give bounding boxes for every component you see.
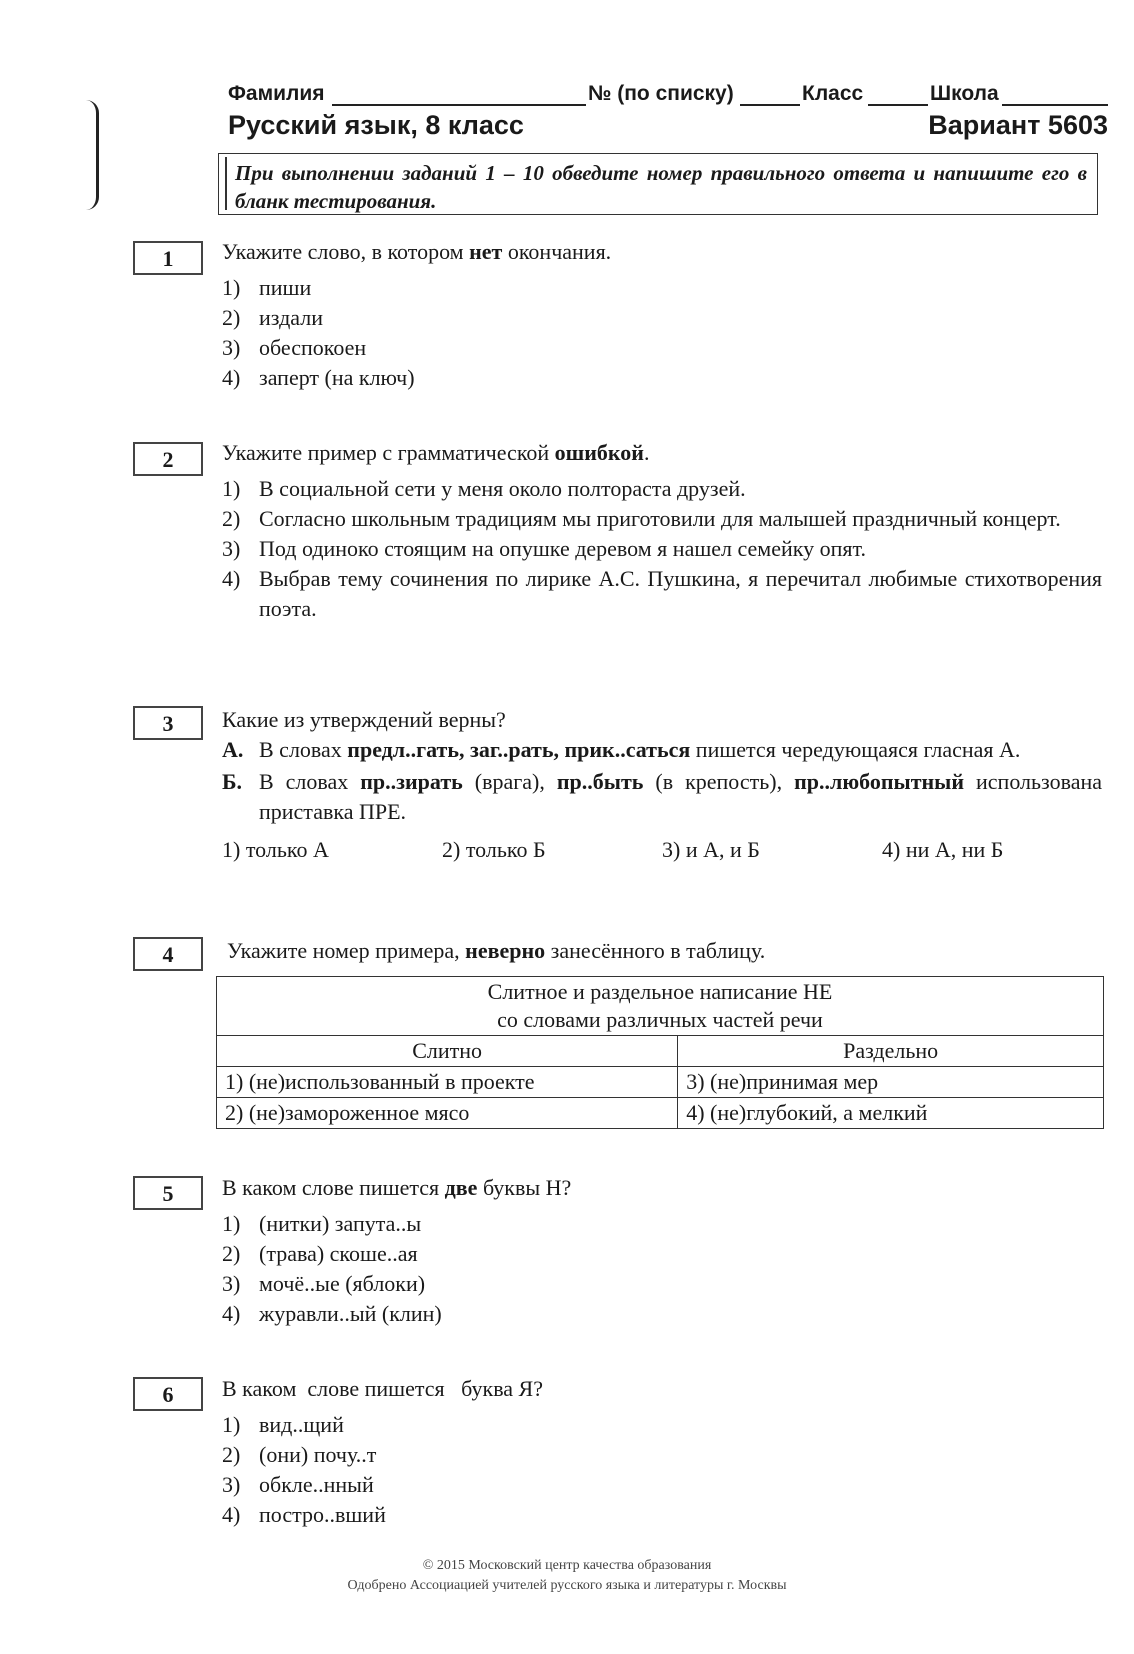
class-field[interactable] bbox=[868, 104, 928, 106]
table-row bbox=[217, 1067, 1104, 1098]
answer-option[interactable]: 4) Выбрав тему сочинения по лирике А.С. Пушкина, я перечитал любимые стихотворения поэта. bbox=[222, 566, 1102, 621]
school-field[interactable] bbox=[1002, 104, 1108, 106]
answer-option[interactable]: 3) мочё..ые (яблоки) bbox=[222, 1271, 426, 1296]
question-5 bbox=[222, 1173, 1102, 1329]
list-number-field[interactable] bbox=[740, 104, 800, 106]
answer-option[interactable]: 4) ни А, ни Б bbox=[882, 837, 1004, 862]
table-cell: 4) (не)глубокий, а мелкий bbox=[678, 1098, 1104, 1129]
question-3 bbox=[222, 705, 1102, 865]
answer-option[interactable]: 2) Согласно школьным традициям мы приготовили для малышей праздничный концерт. bbox=[222, 506, 1061, 531]
question-prompt: В каком слове пишется две буквы Н? bbox=[222, 1175, 572, 1200]
answer-option[interactable]: 2) издали bbox=[222, 305, 323, 330]
answer-option[interactable]: 3) обкле..нный bbox=[222, 1472, 374, 1497]
answer-option[interactable]: 1) вид..щий bbox=[222, 1412, 344, 1437]
instruction-text: При выполнении заданий 1 – 10 обведите номер правильного ответа и напишите его в бланк тестирования. bbox=[225, 157, 1093, 210]
question-number-box: 4 bbox=[133, 937, 203, 971]
title-row bbox=[228, 110, 1108, 144]
table-cell: 2) (не)замороженное мясо bbox=[217, 1098, 678, 1129]
spelling-table bbox=[216, 976, 1104, 1129]
question-prompt: Какие из утверждений верны? bbox=[222, 707, 506, 732]
class-label: Класс bbox=[802, 82, 864, 105]
answer-option[interactable]: 2) только Б bbox=[442, 837, 546, 862]
answer-option[interactable]: 3) и А, и Б bbox=[662, 837, 760, 862]
instruction-box bbox=[218, 153, 1098, 215]
pen-mark bbox=[86, 100, 99, 210]
answer-option[interactable]: 1) только А bbox=[222, 837, 329, 862]
question-number-box: 5 bbox=[133, 1176, 203, 1210]
table-cell: 1) (не)использованный в проекте bbox=[217, 1067, 678, 1098]
answer-option[interactable]: 4) журавли..ый (клин) bbox=[222, 1301, 442, 1326]
school-label: Школа bbox=[930, 82, 999, 105]
table-title: Слитное и раздельное написание НЕ со словами различных частей речи bbox=[217, 977, 1104, 1036]
question-prompt: В каком слове пишется буква Я? bbox=[222, 1376, 543, 1401]
table-row bbox=[217, 1098, 1104, 1129]
answer-option[interactable]: 4) заперт (на ключ) bbox=[222, 365, 415, 390]
question-number-box: 6 bbox=[133, 1377, 203, 1411]
question-number-box: 2 bbox=[133, 442, 203, 476]
question-4 bbox=[227, 936, 1107, 966]
answer-option[interactable]: 1) пиши bbox=[222, 275, 312, 300]
answer-option[interactable]: 1) (нитки) запута..ы bbox=[222, 1211, 422, 1236]
statement-a: А. В словах предл..гать, заг..рать, прик..саться пишется чередующаяся гласная А. bbox=[222, 737, 1021, 762]
question-number-box: 3 bbox=[133, 706, 203, 740]
question-6 bbox=[222, 1374, 1102, 1530]
variant-label: Вариант 5603 bbox=[928, 110, 1108, 140]
answer-option[interactable]: 2) (трава) скоше..ая bbox=[222, 1241, 418, 1266]
answer-option[interactable]: 3) обеспокоен bbox=[222, 335, 367, 360]
question-number-box: 1 bbox=[133, 241, 203, 275]
answer-option[interactable]: 3) Под одиноко стоящим на опушке деревом я нашел семейку опят. bbox=[222, 536, 866, 561]
table-cell: 3) (не)принимая мер bbox=[678, 1067, 1104, 1098]
column-header: Слитно bbox=[217, 1036, 678, 1067]
question-prompt: Укажите слово, в котором нет окончания. bbox=[222, 239, 612, 264]
surname-label: Фамилия bbox=[228, 82, 325, 105]
question-2 bbox=[222, 438, 1102, 624]
approval-line: Одобрено Ассоциацией учителей русского языка и литературы г. Москвы bbox=[347, 1578, 787, 1593]
answer-option[interactable]: 1) В социальной сети у меня около полтораста друзей. bbox=[222, 476, 746, 501]
question-prompt: Укажите пример с грамматической ошибкой. bbox=[222, 440, 650, 465]
student-info-row bbox=[228, 82, 1108, 110]
answer-option[interactable]: 2) (они) почу..т bbox=[222, 1442, 377, 1467]
statement-b: Б. В словах пр..зирать (врага), пр..быть (в крепость), пр..любопытный использована приставка ПРЕ. bbox=[222, 769, 1103, 824]
surname-field[interactable] bbox=[332, 104, 586, 106]
answer-option[interactable]: 4) постро..вший bbox=[222, 1502, 386, 1527]
list-number-label: № (по списку) bbox=[588, 82, 734, 105]
subject-title: Русский язык, 8 класс bbox=[228, 110, 524, 140]
question-1 bbox=[222, 237, 1102, 393]
inline-answer-options bbox=[222, 835, 1102, 865]
copyright-line: © 2015 Московский центр качества образования bbox=[422, 1558, 712, 1573]
column-header: Раздельно bbox=[678, 1036, 1104, 1067]
question-prompt: Укажите номер примера, неверно занесённого в таблицу. bbox=[227, 938, 766, 963]
